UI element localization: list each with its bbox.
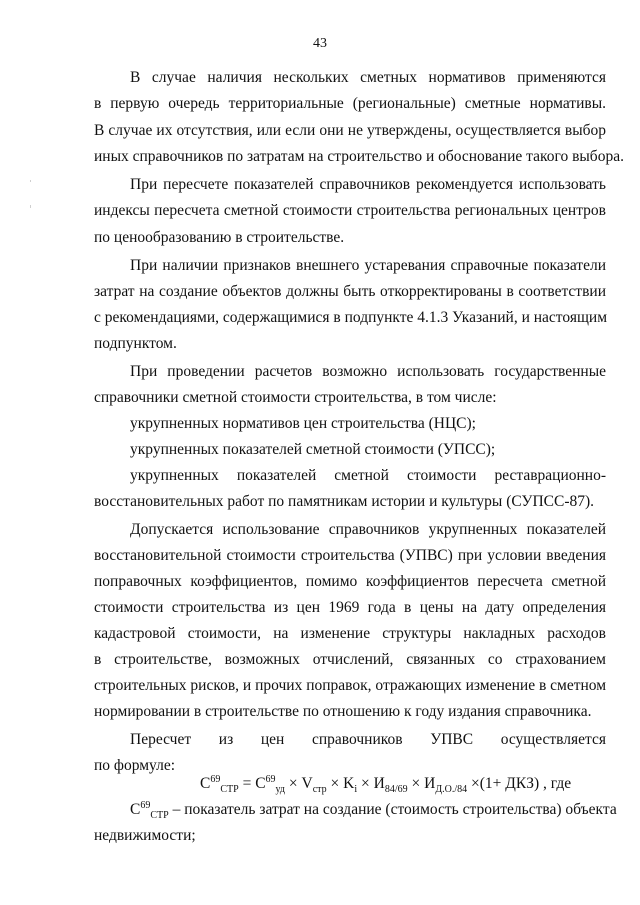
text-line: по формуле: (94, 757, 176, 774)
text-line: подпунктом. (94, 335, 177, 352)
formula-lhs: $С^{69}_{СТР}$ (200, 773, 239, 796)
text-line: восстановительной стоимости строительства (УПВС) при условии введения (94, 547, 606, 564)
text-line: с рекомендациями, содержащимися в подпункте 4.1.3 Указаний, и настоящим (94, 309, 607, 326)
definition-continuation: недвижимости; (94, 827, 196, 844)
formula-term-3: $K_i$ (343, 775, 358, 796)
text-line: нормировании в строительстве по отношению к году издания справочника. (94, 703, 592, 720)
definition-line (130, 799, 617, 822)
formula-equals: = (238, 775, 256, 792)
text-line: При проведении расчетов возможно использовать государственные (130, 363, 606, 380)
text-line: восстановительных работ по памятникам истории и культуры (СУПСС-87). (94, 493, 595, 510)
text-line: в строительстве, возможных отчислений, связанных со страхованием (94, 651, 606, 668)
definition-text: – показатель затрат на создание (стоимость строительства) объекта (168, 801, 617, 818)
text-line: При наличии признаков внешнего устаревания справочные показатели (130, 257, 606, 274)
text-line: В случае их отсутствия, или если они не утверждены, осуществляется выбор (94, 122, 606, 139)
text-line: укрупненных нормативов цен строительства (НЦС); (130, 415, 476, 432)
text-line: строительных рисков, и прочих поправок, отражающих изменение в сметном (94, 677, 607, 694)
text-line: Допускается использование справочников укрупненных показателей (130, 521, 606, 538)
scan-speck (30, 205, 31, 208)
text-line: по ценообразованию в строительстве. (94, 229, 345, 246)
text-line: укрупненных показателей сметной стоимости (УПСС); (130, 441, 496, 458)
formula-term-1: $С^{69}_{уд}$ (255, 773, 285, 796)
text-line: стоимости строительства из цен 1969 года в цены на дату определения (94, 599, 606, 616)
text-line: иных справочников по затратам на строительство и обоснование такого выбора. (94, 148, 624, 165)
formula-term-4: $И_{84/69}$ (373, 775, 408, 796)
text-line: справочники сметной стоимости строительства, в том числе: (94, 389, 497, 406)
text-line: индексы пересчета сметной стоимости строительства региональных центров (94, 202, 606, 219)
text-line: поправочных коэффициентов, помимо коэффициентов пересчета сметной (94, 573, 606, 590)
formula-term-5: $И_{Д.О./84}$ (424, 775, 468, 796)
formula-tail: ×(1+ ДКЗ) , где (467, 775, 572, 792)
text-line: в первую очередь территориальные (региональные) сметные нормативы. (94, 95, 606, 112)
text-line: укрупненных показателей сметной стоимости реставрационно- (130, 467, 606, 484)
formula: $С^{69}_{СТР} = С^{69}_{уд} \times V_{стр} \times K_i \times И_{84/69} \times И_{Д.О./84} \times(1+ ДКЗ)$ , где (200, 773, 572, 796)
text-line: затрат на создание объектов должны быть откорректированы в соответствии (94, 283, 606, 300)
text-line: Пересчет из цен справочников УПВС осуществляется (130, 731, 606, 748)
text-line: В случае наличия нескольких сметных нормативов применяются (130, 69, 606, 86)
text-line: кадастровой стоимости, на изменение структуры накладных расходов (94, 625, 606, 642)
definition-symbol: $С^{69}_{СТР}$ (130, 799, 169, 822)
scan-speck (30, 180, 31, 182)
formula-term-2: $V_{стр}$ (301, 775, 327, 796)
page-number: 43 (313, 36, 327, 51)
text-line: При пересчете показателей справочников рекомендуется использовать (130, 176, 606, 193)
